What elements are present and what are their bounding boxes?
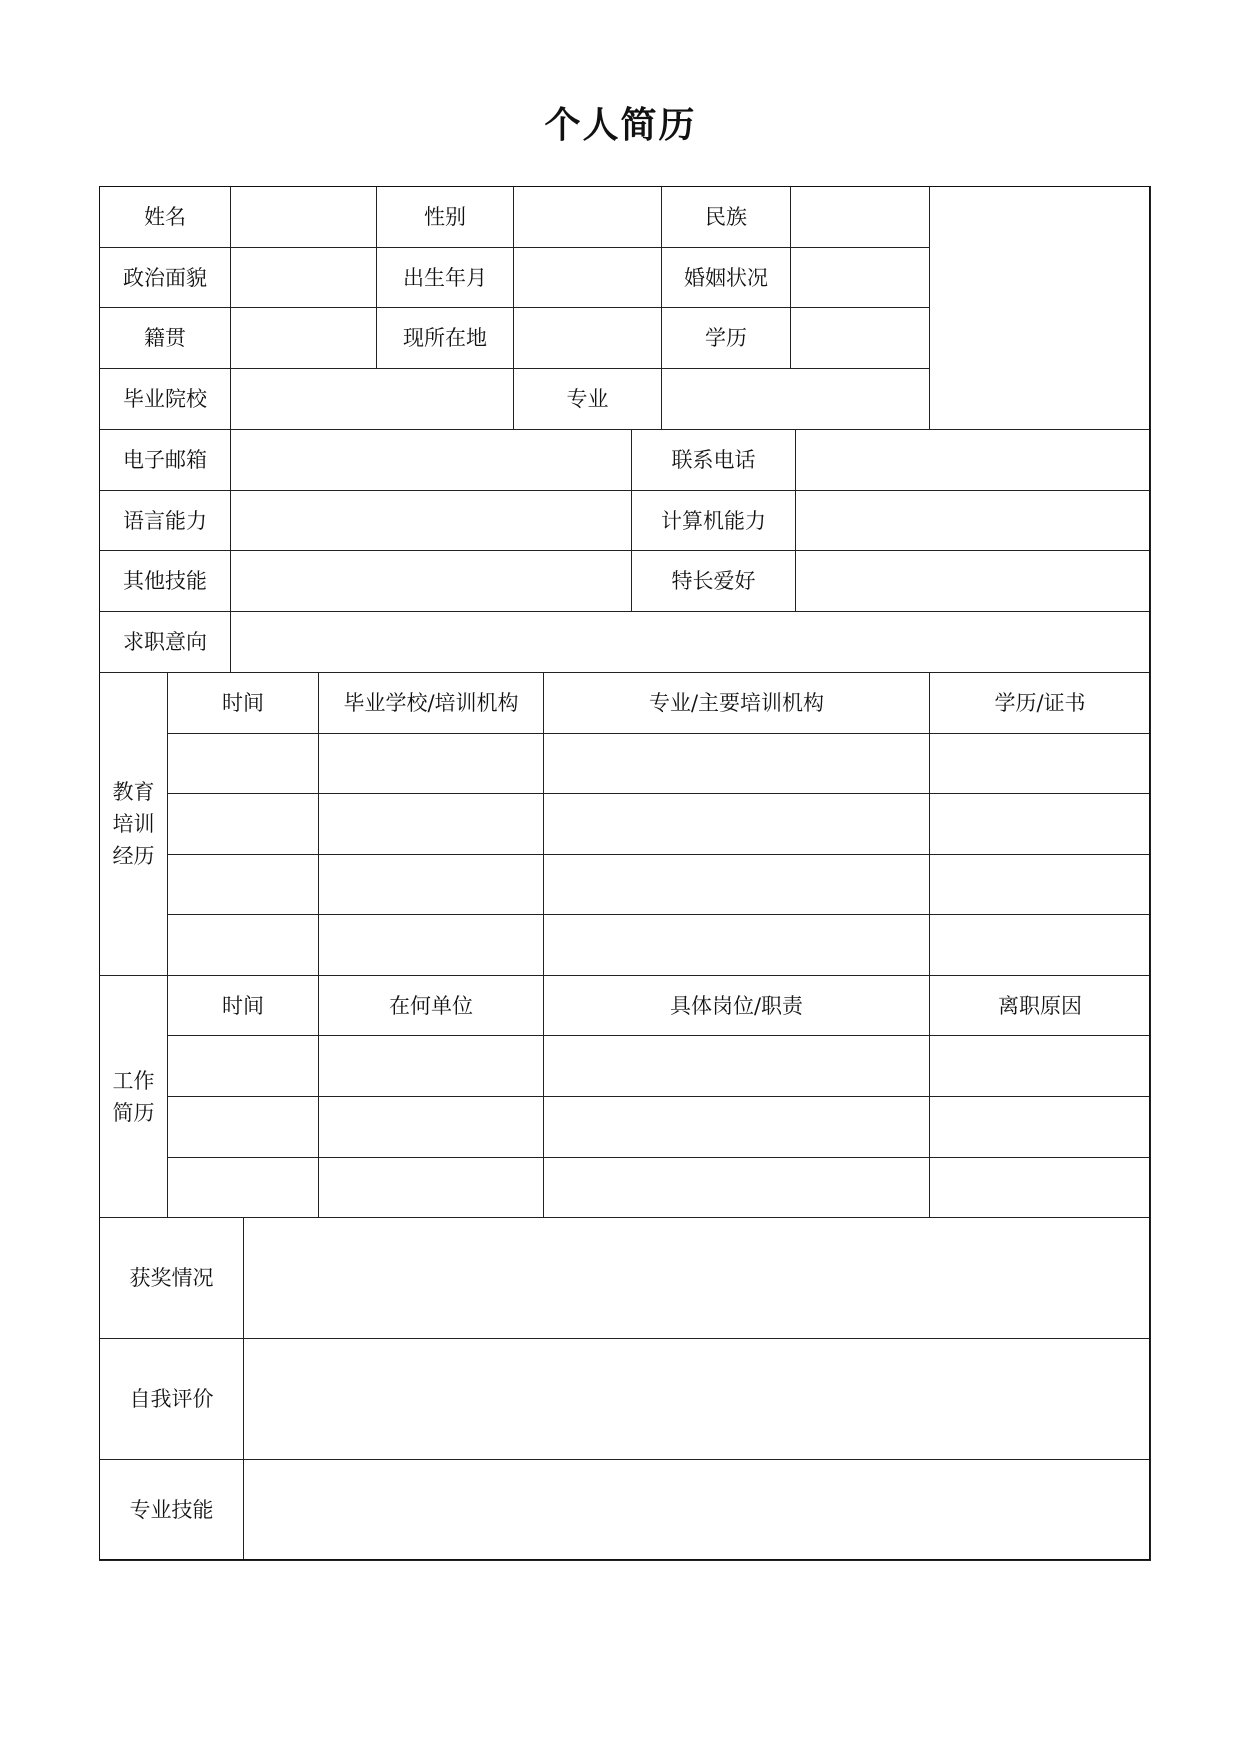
phone-field[interactable] <box>795 429 1151 491</box>
label-political: 政治面貌 <box>99 247 231 308</box>
work-cell[interactable] <box>318 1096 544 1158</box>
language-field[interactable] <box>230 490 632 551</box>
self-eval-field[interactable] <box>243 1338 1151 1460</box>
label-gender: 性别 <box>376 186 514 248</box>
name-field[interactable] <box>230 186 377 248</box>
education-cell[interactable] <box>167 914 319 976</box>
work-cell[interactable] <box>167 1096 319 1158</box>
label-hobbies: 特长爱好 <box>631 550 796 612</box>
degree-field[interactable] <box>790 307 930 369</box>
intention-field[interactable] <box>230 611 1151 673</box>
major-field[interactable] <box>661 368 930 430</box>
work-section-label: 工作 简历 <box>99 975 168 1218</box>
location-field[interactable] <box>513 307 662 369</box>
education-header: 学历/证书 <box>929 672 1151 734</box>
work-cell[interactable] <box>318 1157 544 1218</box>
work-cell[interactable] <box>543 1035 930 1097</box>
label-phone: 联系电话 <box>631 429 796 491</box>
computer-field[interactable] <box>795 490 1151 551</box>
education-section-label: 教育 培训 经历 <box>99 672 168 976</box>
work-cell[interactable] <box>543 1157 930 1218</box>
education-cell[interactable] <box>929 793 1151 855</box>
work-header: 时间 <box>167 975 319 1036</box>
work-cell[interactable] <box>167 1035 319 1097</box>
label-major: 专业 <box>513 368 662 430</box>
work-cell[interactable] <box>929 1157 1151 1218</box>
birth-field[interactable] <box>513 247 662 308</box>
label-self-eval: 自我评价 <box>99 1338 244 1460</box>
label-email: 电子邮箱 <box>99 429 231 491</box>
label-degree: 学历 <box>661 307 791 369</box>
marital-field[interactable] <box>790 247 930 308</box>
education-cell[interactable] <box>167 793 319 855</box>
label-other-skills: 其他技能 <box>99 550 231 612</box>
work-cell[interactable] <box>929 1035 1151 1097</box>
label-school: 毕业院校 <box>99 368 231 430</box>
education-cell[interactable] <box>929 733 1151 794</box>
label-location: 现所在地 <box>376 307 514 369</box>
education-header: 时间 <box>167 672 319 734</box>
email-field[interactable] <box>230 429 632 491</box>
education-header: 专业/主要培训机构 <box>543 672 930 734</box>
label-pro-skills: 专业技能 <box>99 1459 244 1561</box>
education-cell[interactable] <box>318 914 544 976</box>
label-birth: 出生年月 <box>376 247 514 308</box>
label-native: 籍贯 <box>99 307 231 369</box>
ethnicity-field[interactable] <box>790 186 930 248</box>
education-cell[interactable] <box>543 914 930 976</box>
gender-field[interactable] <box>513 186 662 248</box>
education-header: 毕业学校/培训机构 <box>318 672 544 734</box>
education-cell[interactable] <box>929 854 1151 915</box>
political-field[interactable] <box>230 247 377 308</box>
work-cell[interactable] <box>543 1096 930 1158</box>
native-field[interactable] <box>230 307 377 369</box>
work-cell[interactable] <box>929 1096 1151 1158</box>
work-cell[interactable] <box>318 1035 544 1097</box>
work-header: 具体岗位/职责 <box>543 975 930 1036</box>
work-header: 在何单位 <box>318 975 544 1036</box>
school-field[interactable] <box>230 368 514 430</box>
label-ethnicity: 民族 <box>661 186 791 248</box>
label-intention: 求职意向 <box>99 611 231 673</box>
pro-skills-field[interactable] <box>243 1459 1151 1561</box>
label-awards: 获奖情况 <box>99 1217 244 1339</box>
page-title: 个人简历 <box>544 105 697 146</box>
awards-field[interactable] <box>243 1217 1151 1339</box>
other-skills-field[interactable] <box>230 550 632 612</box>
label-computer: 计算机能力 <box>631 490 796 551</box>
work-header: 离职原因 <box>929 975 1151 1036</box>
photo-box[interactable] <box>929 186 1151 430</box>
label-language: 语言能力 <box>99 490 231 551</box>
education-cell[interactable] <box>318 733 544 794</box>
education-cell[interactable] <box>543 854 930 915</box>
label-marital: 婚姻状况 <box>661 247 791 308</box>
education-cell[interactable] <box>167 854 319 915</box>
work-cell[interactable] <box>167 1157 319 1218</box>
education-cell[interactable] <box>929 914 1151 976</box>
education-cell[interactable] <box>318 854 544 915</box>
hobbies-field[interactable] <box>795 550 1151 612</box>
education-cell[interactable] <box>543 793 930 855</box>
education-cell[interactable] <box>318 793 544 855</box>
education-cell[interactable] <box>543 733 930 794</box>
education-cell[interactable] <box>167 733 319 794</box>
label-name: 姓名 <box>99 186 231 248</box>
